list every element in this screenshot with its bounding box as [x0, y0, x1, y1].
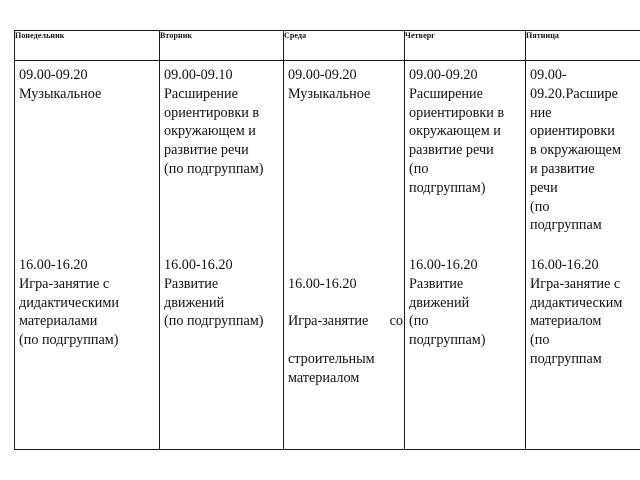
- wednesday-evening-rest: строительным материалом: [288, 350, 375, 386]
- header-tuesday: Вторник: [160, 31, 284, 61]
- cell-thursday: [405, 61, 526, 450]
- wednesday-evening-activity: [288, 256, 403, 406]
- thursday-morning-activity: 09.00-09.20 Расширение ориентировки в окружающем и развитие речи (по подгруппам): [409, 67, 505, 196]
- tuesday-evening-activity: 16.00-16.20 Развитие движений (по подгруппам): [164, 257, 264, 330]
- friday-morning-activity: 09.00- 09.20.Расшире ние ориентировки в окружающем и развитие речи (по подгруппам: [530, 67, 621, 234]
- header-monday: Понедельник: [15, 31, 160, 61]
- friday-evening-activity: 16.00-16.20 Игра-занятие с дидактическим материалом (по подгруппам: [530, 257, 623, 367]
- tuesday-morning-activity: 09.00-09.10 Расширение ориентировки в окружающем и развитие речи (по подгруппам): [164, 67, 264, 177]
- cell-monday: [15, 61, 160, 450]
- cell-friday: [526, 61, 640, 450]
- header-row: [15, 31, 640, 61]
- cell-wednesday: [284, 61, 405, 450]
- weekly-schedule-table: [14, 30, 640, 450]
- schedule-row: [15, 61, 640, 450]
- monday-morning-activity: 09.00-09.20 Музыкальное: [19, 67, 102, 102]
- header-wednesday: Среда: [284, 31, 405, 61]
- header-friday: Пятница: [526, 31, 640, 61]
- thursday-evening-activity: 16.00-16.20 Развитие движений (по подгруппам): [409, 257, 486, 349]
- header-thursday: Четверг: [405, 31, 526, 61]
- wednesday-evening-time: 16.00-16.20: [288, 275, 357, 292]
- wednesday-evening-line1: Игра-занятие со: [288, 313, 403, 330]
- wednesday-morning-activity: 09.00-09.20 Музыкальное: [288, 67, 371, 102]
- monday-evening-activity: 16.00-16.20 Игра-занятие с дидактическими материалами (по подгруппам): [19, 257, 119, 349]
- cell-tuesday: [160, 61, 284, 450]
